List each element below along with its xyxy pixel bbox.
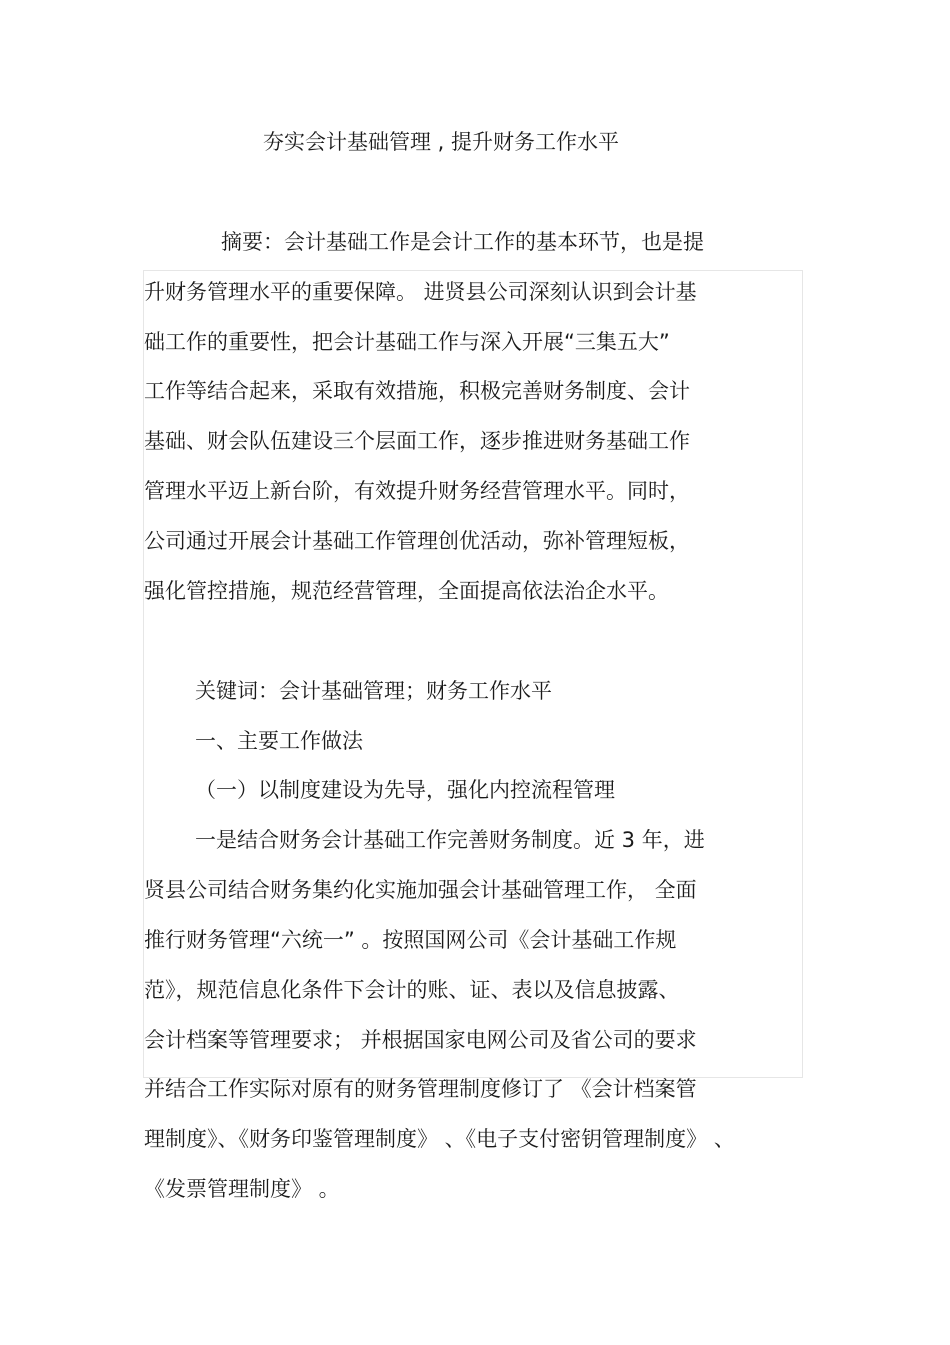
paragraph-line-4: 范》，规范信息化条件下会计的账、证、表以及信息披露、	[144, 978, 680, 1002]
subsection-heading: （一）以制度建设为先导，强化内控流程管理	[195, 778, 615, 802]
abstract-line-7: 公司通过开展会计基础工作管理创优活动，弥补管理短板，	[144, 529, 690, 553]
keywords: 关键词：会计基础管理；财务工作水平	[195, 679, 552, 703]
section-heading: 一、主要工作做法	[195, 729, 363, 753]
paragraph-line-6: 并结合工作实际对原有的财务管理制度修订了 《会计档案管	[144, 1077, 697, 1101]
paragraph-line-7: 理制度》、《财务印鉴管理制度》 、《电子支付密钥管理制度》 、	[144, 1127, 735, 1151]
paragraph-line-3: 推行财务管理“六统一” 。按照国网公司《会计基础工作规	[144, 928, 677, 952]
paragraph-line-1: 一是结合财务会计基础工作完善财务制度。近 3 年，进	[195, 828, 705, 852]
paragraph-line-5: 会计档案等管理要求； 并根据国家电网公司及省公司的要求	[144, 1028, 697, 1052]
paragraph-line-2: 贤县公司结合财务集约化实施加强会计基础管理工作， 全面	[144, 878, 697, 902]
abstract-line-2: 升财务管理水平的重要保障。 进贤县公司深刻认识到会计基	[144, 280, 697, 304]
abstract-line-3: 础工作的重要性，把会计基础工作与深入开展“三集五大”	[144, 330, 670, 354]
paragraph-line-8: 《发票管理制度》 。	[144, 1177, 340, 1201]
abstract-line-4: 工作等结合起来，采取有效措施，积极完善财务制度、会计	[144, 379, 690, 403]
abstract-line-8: 强化管控措施，规范经营管理，全面提高依法治企水平。	[144, 579, 669, 603]
abstract-line-5: 基础、财会队伍建设三个层面工作，逐步推进财务基础工作	[144, 429, 690, 453]
document-title: 夯实会计基础管理 , 提升财务工作水平	[263, 130, 620, 154]
abstract-line-6: 管理水平迈上新台阶，有效提升财务经营管理水平。同时，	[144, 479, 690, 503]
abstract-line-1: 摘要：会计基础工作是会计工作的基本环节，也是提	[221, 230, 704, 254]
